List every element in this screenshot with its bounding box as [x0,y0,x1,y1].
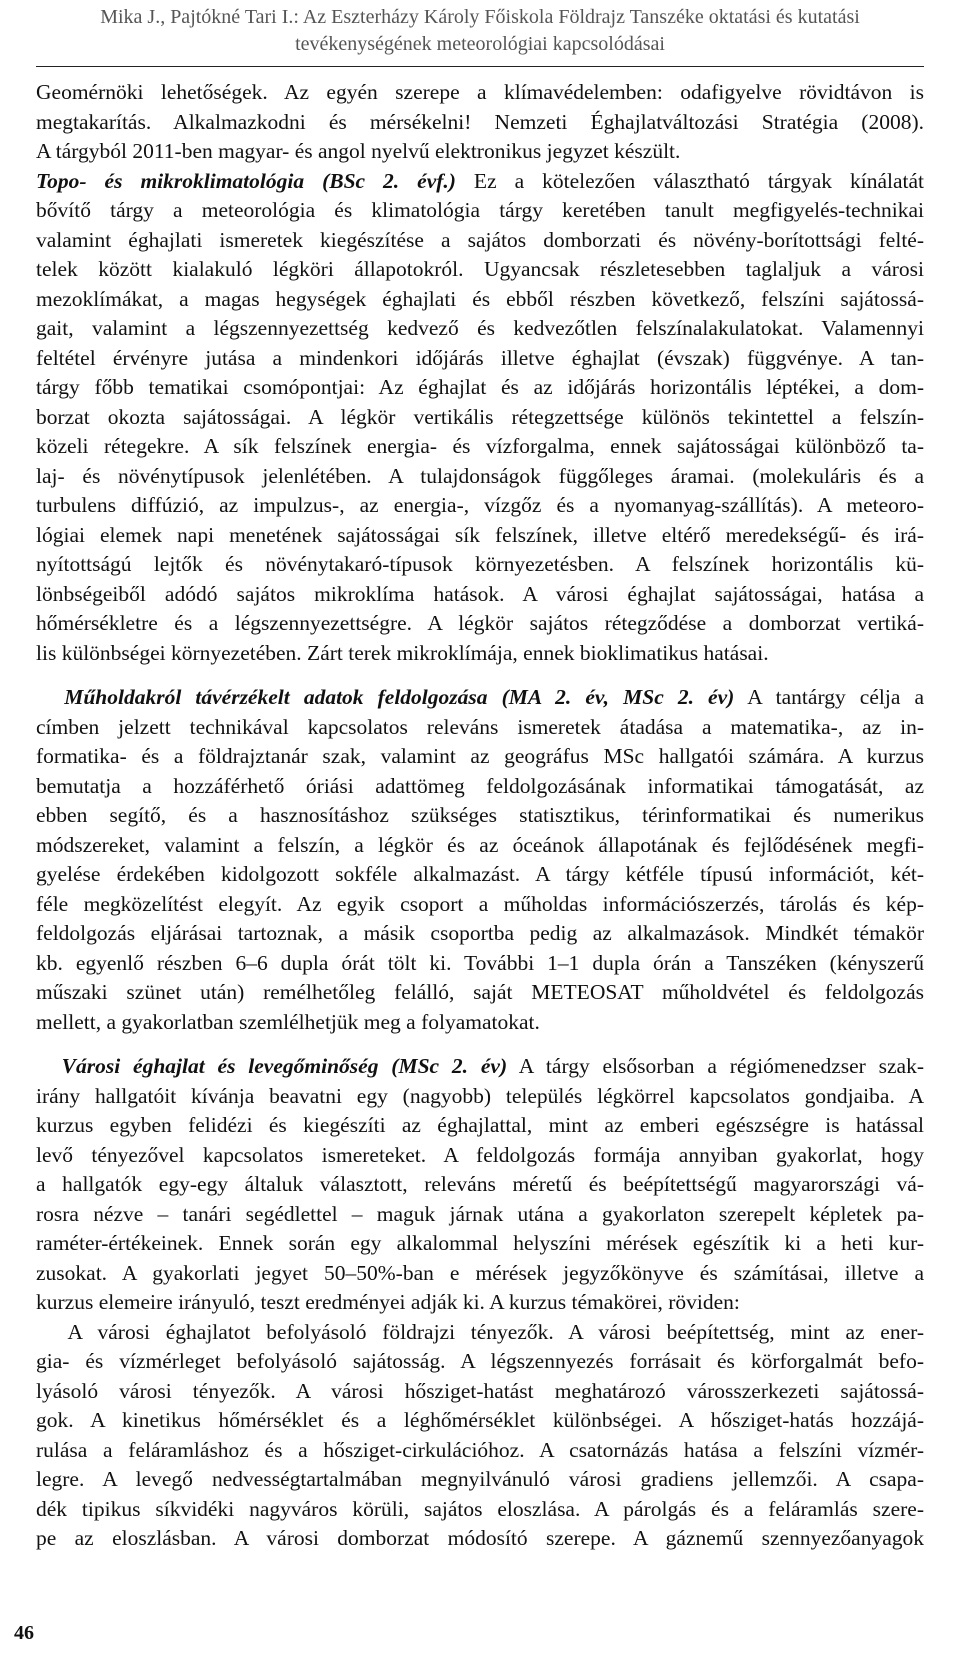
course-line: féle megközelítést elegyít. Az egyik csoport a műholdas információszerzés, tárolás és kép- [36,891,924,916]
course-line: zusokat. A gyakorlati jegyet 50–50%-ban e mérések jegyzőkönyve és számításai, illetve a [36,1260,924,1285]
course-topic-line: rulása a feláramláshoz és a hősziget-cirkulációhoz. A csatornázás hatása a felszíni vízmér- [36,1437,924,1462]
course-line: raméter-értékeinek. Ennek során egy alkalommal helyszíni mérések egészítik ki a heti kur- [36,1231,924,1255]
course-line: levő tényezővel kapcsolatos ismereteket. A feldolgozás formája annyiban gyakorlat, hogy [36,1142,924,1167]
course-first-line [36,167,924,197]
course-line: irány hallgatóit kívánja beavatni egy (nagyobb) település légkörrel kapcsolatos gondjaiba. A [36,1083,924,1108]
course-line: gait, valamint a légszennyezettség kedvező és kedvezőtlen felszínalakulatokat. Valamennyi [36,316,924,340]
course-title: Műholdakról távérzékelt adatok feldolgozása (MA 2. év, MSc 2. év) [64,685,735,709]
course-line: mezoklímákat, a magas hegységek éghajlati és ebből részben következő, felszíni sajátossá- [36,286,924,311]
course-muholdas-tavérzékelés [36,683,924,1037]
course-title: Városi éghajlat és levegőminőség (MSc 2. év) [61,1054,508,1078]
running-header [0,4,960,58]
course-line: kurzus elemeire irányuló, teszt eredményei adják ki. A kurzus témakörei, röviden: [36,1290,740,1314]
course-first-line [36,1052,924,1082]
course-line: ebben segítő, és a hasznosításhoz szükséges statisztikus, térinformatikai és numerikus [36,803,924,827]
course-topic-line: dék tipikus síkvidéki nagyváros körüli, sajátos eloszlása. A párolgás és a feláramlás szere- [36,1496,924,1521]
page-number: 46 [14,1622,34,1644]
running-header-line-1: Mika J., Pajtókné Tari I.: Az Eszterházy Károly Főiskola Földrajz Tanszéke oktatási és kutatási [100,6,860,28]
course-line: feldolgozás eljárásai tartoznak, a másik csoportba pedig az alkalmazások. Mindkét témakör [36,921,924,945]
course-intro-text: A tantárgy célja a [734,685,925,709]
intro-line: A tárgyból 2011-ben magyar- és angol nyelvű elektronikus jegyzet készült. [36,139,681,163]
course-line: közeli rétegekre. A sík felszínek energia- és vízforgalma, ennek sajátosságai különböző ta- [36,434,924,458]
course-line: lönbségeiből adódó sajátos mikroklíma hatások. A városi éghajlat sajátosságai, hatása a [36,581,924,606]
course-line: telek között kialakuló légköri állapotokról. Ugyancsak részletesebben taglaljuk a városi [36,257,924,281]
course-line: címben jelzett technikával kapcsolatos releváns ismeretek átadása a matematika-, az in- [36,714,924,739]
course-topic-line: lyásoló városi tényezők. A városi hősziget-hatást meghatározó városszerkezeti sajátossá- [36,1378,924,1403]
course-line: bemutatja a hozzáférhető óriási adattömeg feldolgozásának informatikai támogatását, az [36,773,924,798]
course-line: turbulens diffúzió, az impulzus-, az energia-, vízgőz és a nyomanyag-szállítás). A meteoro- [36,493,924,517]
course-line: gyelése érdekében kidolgozott sokféle alkalmazást. A tárgy kétféle típusú információt, két- [36,862,924,886]
course-topic-line: pe az eloszlásban. A városi domborzat módosító szerepe. A gáznemű szennyezőanyagok [36,1526,924,1550]
intro-line: Geomérnöki lehetőségek. Az egyén szerepe a klímavédelemben: odafigyelve rövidtávon is [36,80,924,104]
course-line: kurzus egyben felidézi és kiegészíti az éghajlattal, mint az emberi egészségre is hatással [36,1113,924,1137]
course-topo-mikroklimatologia [36,167,924,669]
course-line: bővítő tárgy a meteorológia és klimatológia tárgy keretében tanult megfigyelés-technikai [36,198,924,222]
course-line: laj- és növénytípusok jelenlétében. A tulajdonságok függőleges áramai. (molekuláris és a [36,463,924,488]
course-line: feltétel érvényre jutása a mindenkori időjárás illetve éghajlat (évszak) függvénye. A tan- [36,345,924,370]
course-varosi-eghajlat [36,1052,924,1554]
course-line: mellett, a gyakorlatban szemlélhetjük meg a folyamatokat. [36,1009,540,1034]
course-intro-text: A tárgy elsősorban a régiómenedzser szak- [507,1054,924,1078]
course-line: a hallgatók egy-egy általuk választott, releváns méretű és beépítettségű magyarországi vá- [36,1172,924,1196]
course-line: lis különbségei környezetében. Zárt terek mikroklímája, ennek bioklimatikus hatásai. [36,640,769,665]
course-line: nyítottságú lejtők és növénytakaró-típusok környezetésben. A felszínek horizontális kü- [36,552,924,576]
page-body [36,78,924,1554]
course-topic-line [36,1318,924,1348]
course-line: lógiai elemek napi menetének sajátosságai sík felszínek, illetve eltérő meredekségű- és irá- [36,522,924,547]
header-divider [36,66,924,67]
course-title: Topo- és mikroklimatológia (BSc 2. évf.) [36,168,456,193]
course-line: hőmérsékletre és a légszennyezettségre. A légkör sajátos rétegződése a domborzat vertiká- [36,611,924,635]
course-line: kb. egyenlő részben 6–6 dupla órát tölt ki. További 1–1 dupla órán a Tanszéken (kényszerű [36,950,924,975]
course-line: módszereket, valamint a felszín, a légkör és az óceánok állapotának és fejlődésének megfi- [36,832,924,857]
course-topic-line: legre. A levegő nedvességtartalmában megnyilvánuló városi gradiens jellemzői. A csapa- [36,1467,924,1491]
course-line: rosra nézve – tanári segédlettel – maguk járnak utána a gyakorlaton szerepelt képletek pa- [36,1201,924,1226]
course-topic-line: gok. A kinetikus hőmérséklet és a léghőmérséklet különbségei. A hősziget-hatás hozzájá- [36,1408,924,1432]
intro-paragraph [36,78,924,167]
running-header-line-2: tevékenységének meteorológiai kapcsolódásai [295,33,665,55]
course-first-line [36,683,924,713]
course-line: borzat okozta sajátosságai. A légkör vertikális rétegzettsége különös tekintettel a felszín- [36,404,924,429]
intro-line: megtakarítás. Alkalmazkodni és mérsékelni! Nemzeti Éghajlatváltozási Stratégia (2008). [36,109,924,134]
course-line: valamint éghajlati ismeretek kiegészítése a sajátos domborzati és növény-borítottsági felté- [36,227,924,252]
course-line: formatika- és a földrajztanár szak, valamint az geográfus MSc hallgatói számára. A kurzus [36,744,924,768]
course-topic-text: A városi éghajlatot befolyásoló földrajzi tényezők. A városi beépítettség, mint az ener- [67,1319,925,1344]
course-line: műszaki szünet után) remélhetőleg felálló, saját METEOSAT műholdvétel és feldolgozás [36,980,924,1004]
course-topic-line: gia- és vízmérleget befolyásoló sajátosság. A légszennyezés forrásait és körforgalmát befo- [36,1349,924,1373]
course-intro-text: Ez a kötelezően választható tárgyak kínálatát [455,168,924,193]
course-line: tárgy főbb tematikai csomópontjai: Az éghajlat és az időjárás horizontális léptékei, a dom- [36,375,924,399]
